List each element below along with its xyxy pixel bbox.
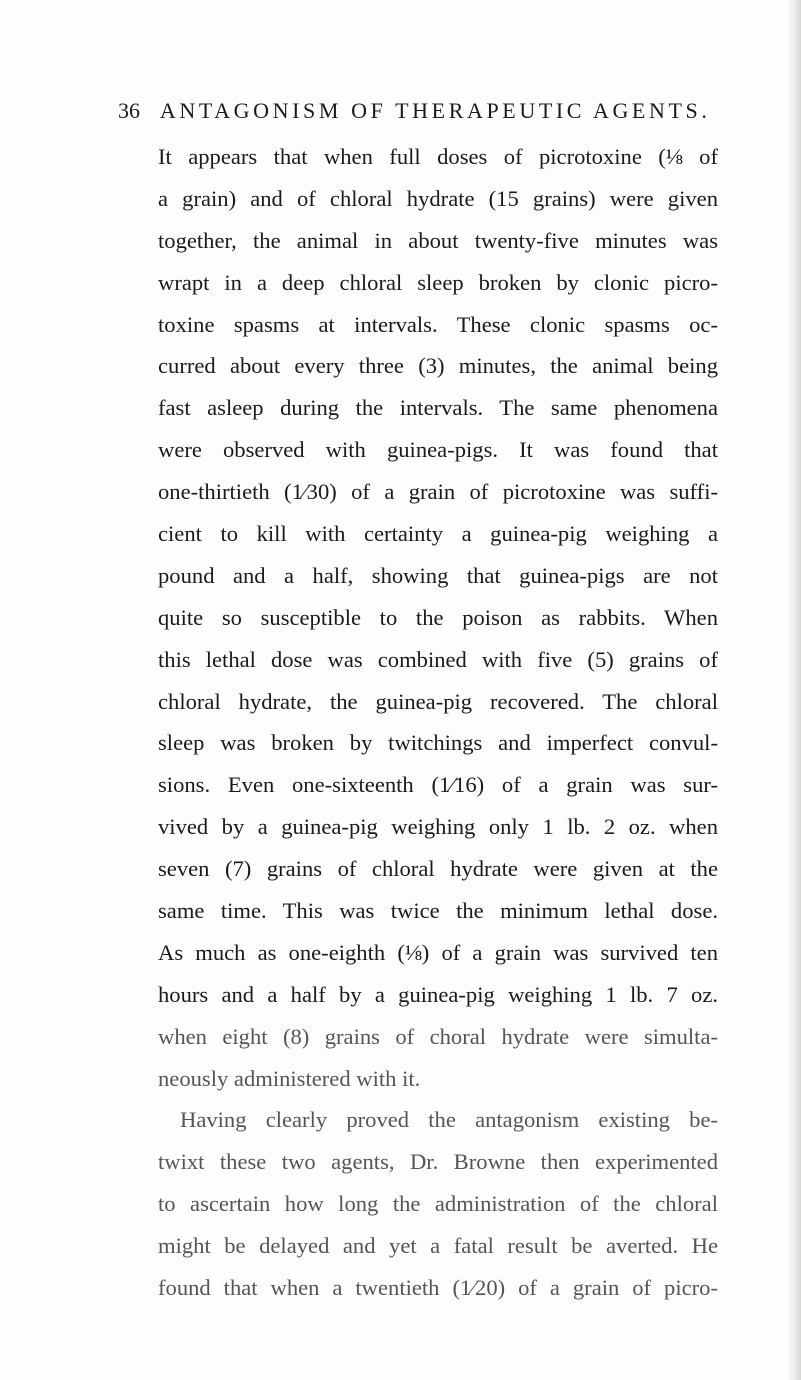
text-line: wrapt in a deep chloral sleep broken by clonic picro- bbox=[158, 269, 718, 295]
body-text bbox=[158, 136, 718, 1309]
text-line: fast asleep during the intervals. The same phenomena bbox=[158, 395, 718, 421]
text-line: Having clearly proved the antagonism existing be- bbox=[180, 1107, 718, 1133]
paragraph-2 bbox=[158, 1099, 718, 1308]
text-line: same time. This was twice the minimum lethal dose. bbox=[158, 898, 718, 924]
text-line: twixt these two agents, Dr. Browne then experimented bbox=[158, 1149, 718, 1175]
text-line: quite so susceptible to the poison as rabbits. When bbox=[158, 604, 718, 630]
text-line: to ascertain how long the administration of the chloral bbox=[158, 1191, 718, 1217]
text-line: chloral hydrate, the guinea-pig recovered. The chloral bbox=[158, 688, 718, 714]
text-line: might be delayed and yet a fatal result be averted. He bbox=[158, 1233, 718, 1259]
text-line: pound and a half, showing that guinea-pigs are not bbox=[158, 562, 718, 588]
text-line: a grain) and of chloral hydrate (15 grains) were given bbox=[158, 185, 718, 211]
page-number: 36 bbox=[118, 98, 140, 123]
text-line: when eight (8) grains of choral hydrate were simulta- bbox=[158, 1023, 718, 1049]
text-line: vived by a guinea-pig weighing only 1 lb. 2 oz. when bbox=[158, 814, 718, 840]
text-line: toxine spasms at intervals. These clonic spasms oc- bbox=[158, 311, 718, 337]
text-line: together, the animal in about twenty-five minutes was bbox=[158, 227, 718, 253]
text-line: curred about every three (3) minutes, the animal being bbox=[158, 353, 718, 379]
text-line: found that when a twentieth (1⁄20) of a grain of picro- bbox=[158, 1275, 718, 1301]
text-line: sions. Even one-sixteenth (1⁄16) of a grain was sur- bbox=[158, 772, 718, 798]
text-line: one-thirtieth (1⁄30) of a grain of picrotoxine was suffi- bbox=[158, 479, 718, 505]
text-line: this lethal dose was combined with five (5) grains of bbox=[158, 646, 718, 672]
text-line: were observed with guinea-pigs. It was found that bbox=[158, 437, 718, 463]
text-line: hours and a half by a guinea-pig weighing 1 lb. 7 oz. bbox=[158, 981, 718, 1007]
paragraph-1 bbox=[158, 136, 718, 1099]
running-header bbox=[118, 98, 710, 124]
text-line: As much as one-eighth (⅛) of a grain was survived ten bbox=[158, 939, 718, 965]
text-line: cient to kill with certainty a guinea-pig weighing a bbox=[158, 521, 718, 547]
text-line: It appears that when full doses of picrotoxine (⅛ of bbox=[158, 144, 718, 169]
text-line: sleep was broken by twitchings and imperfect convul- bbox=[158, 730, 718, 756]
text-line: seven (7) grains of chloral hydrate were given at the bbox=[158, 856, 718, 882]
running-title: ANTAGONISM OF THERAPEUTIC AGENTS. bbox=[159, 98, 711, 123]
page-edge-shadow bbox=[787, 0, 801, 1380]
text-line: neously administered with it. bbox=[158, 1065, 421, 1091]
